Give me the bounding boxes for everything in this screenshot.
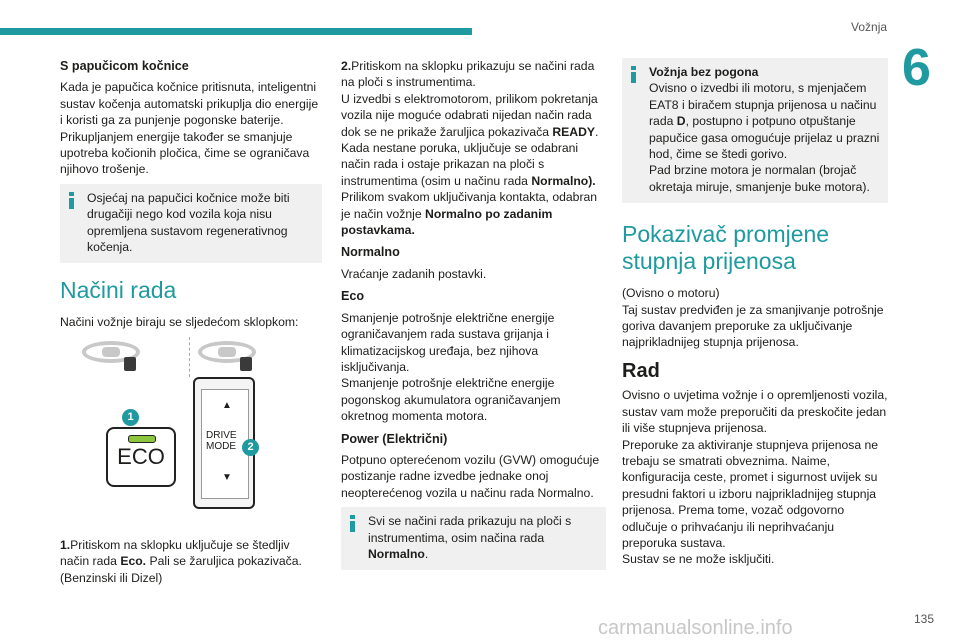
heading-operation: Rad — [622, 359, 660, 382]
paragraph-brake: Kada je papučica kočnice pritisnuta, inteligentni sustav kočenja automatski prikuplja dio energije i koristi ga za punjenje pogonske baterije. Prikupljanjem energije također se smanjuje upotreba kočionih pločica, čime se ograničava njihovo trošenje. — [60, 80, 319, 177]
paragraph-normal: Vraćanje zadanih postavki. — [341, 266, 487, 281]
heading-eco: Eco — [341, 289, 365, 304]
column-2 — [341, 58, 606, 578]
chapter-number: 6 — [902, 39, 931, 97]
drive-mode-switch-illustration — [60, 337, 322, 527]
steering-wheel-left-icon — [82, 341, 146, 371]
heading-gear-shift-indicator: Pokazivač promjene stupnja prijenosa — [622, 221, 830, 275]
eco-button — [106, 427, 176, 487]
paragraph-power: Potpuno opterećenom vozilu (GVW) omogućuje postizanje radne izvedbe jednake onoj neopterećenog vozila u načinu rada Normalno. — [341, 452, 600, 500]
section-title: Vožnja — [851, 20, 888, 34]
paragraph-step-1: 1.Pritiskom na sklopku uključuje se štedljiv način rada Eco. Pali se žaruljica pokazivača. (Benzinski ili Dizel) — [60, 537, 302, 585]
arrow-down-icon: ▼ — [222, 471, 232, 483]
column-1 — [60, 58, 322, 592]
paragraph-eco: Smanjenje potrošnje električne energije ograničavanjem rada sustava grijanja i klimatizacijskog uređaja, bez njihova isključivanja. Smanjenje potrošnje električne energije pogonskog akumulatora ograničavanjem okretnog momenta motora. — [341, 310, 561, 424]
info-box-brake — [60, 184, 322, 264]
info-title: Vožnja bez pogona — [649, 65, 759, 79]
callout-badge-1: 1 — [122, 409, 139, 426]
callout-badge-2: 2 — [242, 439, 259, 456]
info-icon — [69, 192, 74, 209]
info-box-coasting: Vožnja bez pogona Ovisno o izvedbi ili motoru, s mjenjačem EAT8 i biračem stupnja prijenosa u načinu rada D, postupno i potpuno otpuštanje papučice gasa omogućuje prijelaz u prazni hod, čime se štedi gorivo. Pad brzine motora je normalan (brojač okretaja miruje, smanjenje buke motora). — [622, 58, 888, 203]
drive-mode-label: DRIVE MODE — [206, 429, 237, 452]
heading-modes: Načini rada — [60, 277, 177, 304]
info-box-modes: Svi se načini rada prikazuju na ploči s instrumentima, osim načina rada Normalno. — [341, 507, 606, 570]
info-icon — [350, 515, 355, 532]
arrow-up-icon: ▲ — [222, 399, 232, 411]
paragraph-operation: Ovisno o uvjetima vožnje i o opremljenosti vozila, sustav vam može preporučiti da preskočite jedan ili više stupnjeva prijenosa. Preporuke za aktiviranje stupnjeva prijenosa ne trebaju se smatrati obveznima. Naime, konfiguracija ceste, promet i sigurnost uvijek su presudni faktori u izboru najprikladnijeg stupnja prijenosa. Prema tome, vozač odgovorno odlučuje o prihvaćanju ili neprihvaćanju preporuka sustava. Sustav se ne može isključiti. — [622, 388, 888, 567]
heading-brake: S papučicom kočnice — [60, 59, 189, 73]
divider — [189, 337, 190, 377]
watermark: carmanualsonline.info — [598, 617, 793, 639]
steering-wheel-right-icon — [198, 341, 262, 371]
paragraph-step-2: 2.Pritiskom na sklopku prikazuju se načini rada na ploči s instrumentima. U izvedbi s elektromotorom, prilikom pokretanja vozila nije moguće odabrati nijedan način rada dok se ne prikaže žaruljica pokazivača READY. Kada nestane poruka, uključuje se odabrani način rada i ostaje prikazan na ploči s instrumentima (osim u načinu rada Normalno). Prilikom svakom uključivanja kontakta, odabran je način vožnje Normalno po zadanim postavkama. — [341, 59, 599, 238]
info-icon — [631, 66, 636, 83]
page-number: 135 — [914, 612, 935, 626]
heading-normal: Normalno — [341, 245, 400, 260]
header-accent-bar — [0, 28, 472, 35]
paragraph-modes: Načini vožnje biraju se sljedećom sklopkom: — [60, 315, 299, 330]
paragraph-shift: (Ovisno o motoru) Taj sustav predviđen je za smanjivanje potrošnje goriva davanjem preporuke za uključivanje najprikladnijeg stupnja prijenosa. — [622, 286, 884, 350]
eco-label: ECO — [117, 443, 165, 469]
eco-indicator-led — [128, 435, 156, 443]
column-3 — [622, 58, 888, 574]
heading-power: Power (Električni) — [341, 431, 448, 446]
info-text: Osjećaj na papučici kočnice može biti drugačiji nego kod vozila koja nisu opremljena sustavom regenerativnog kočenja. — [87, 190, 290, 255]
